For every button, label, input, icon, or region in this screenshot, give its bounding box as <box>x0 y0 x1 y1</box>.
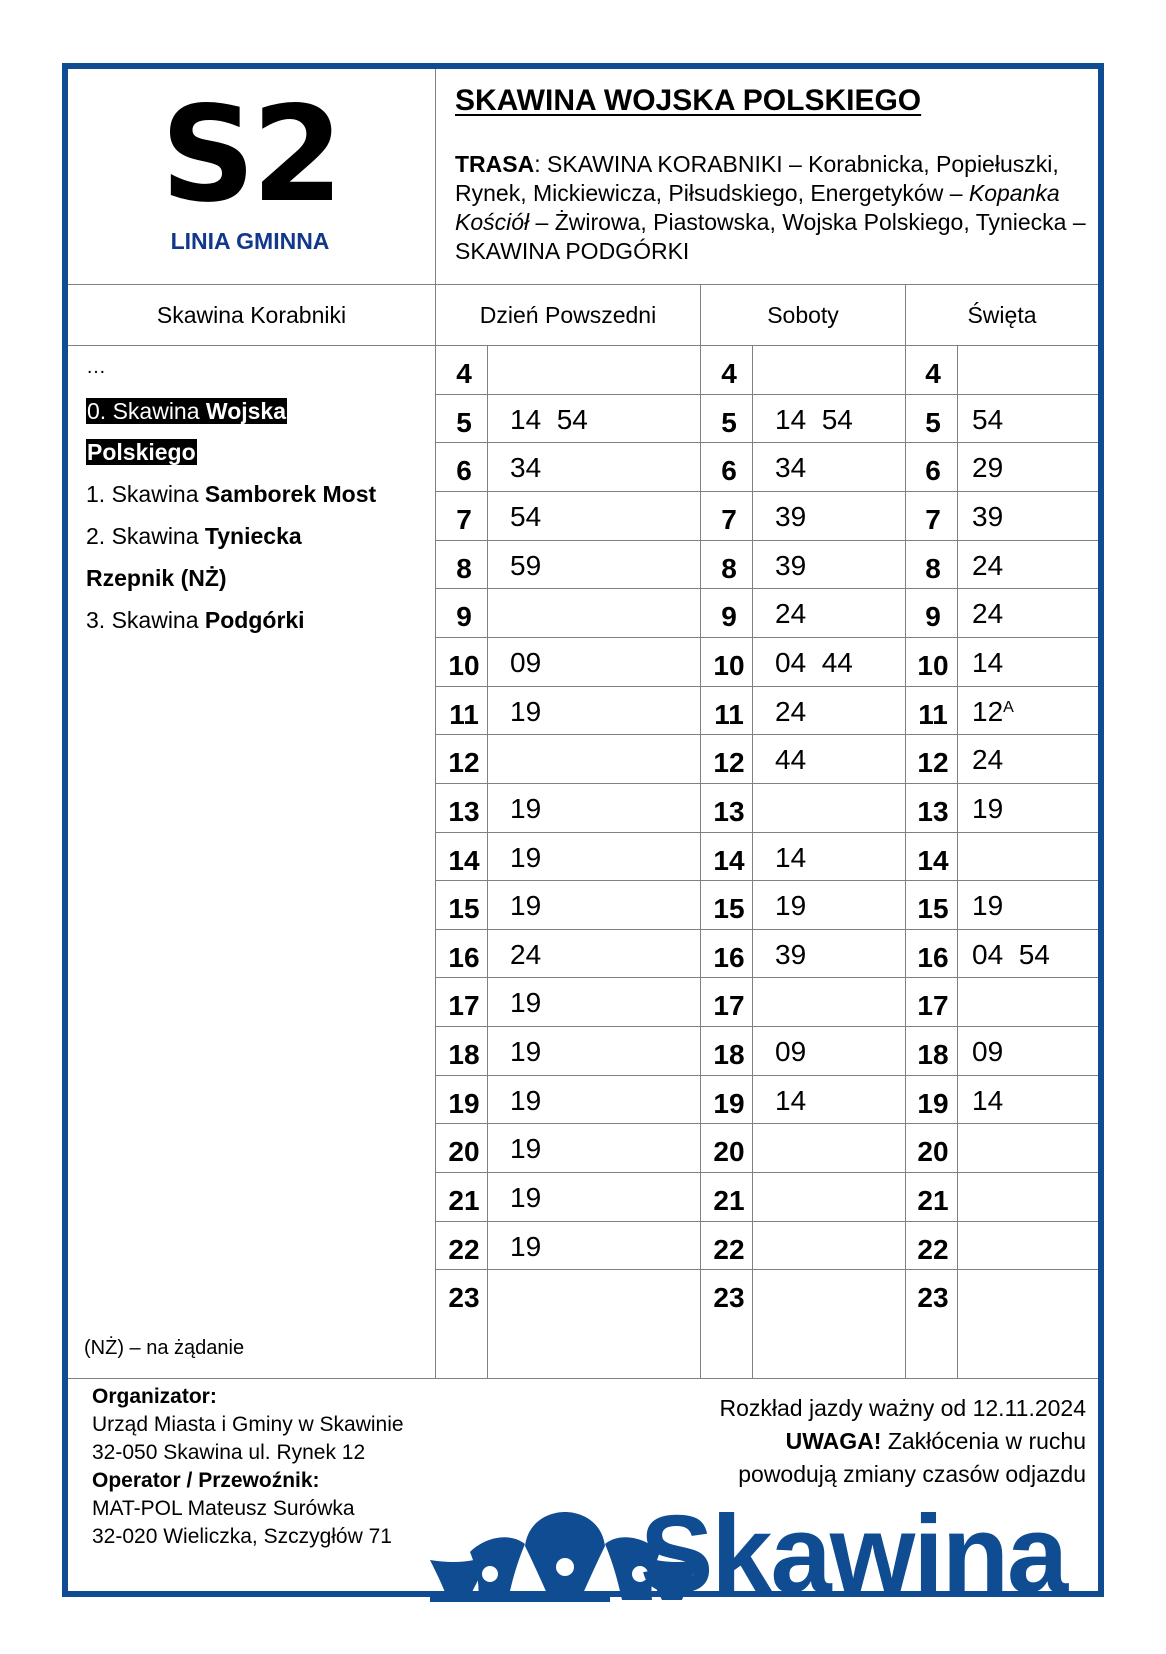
holiday-minutes <box>972 940 1050 970</box>
row-divider <box>436 1221 1098 1222</box>
saturday-minutes-value: 19 <box>775 890 807 922</box>
stop-0-prefix: 0. Skawina <box>87 398 206 424</box>
request-stop-note: (NŻ) – na żądanie <box>84 1337 245 1359</box>
row-divider <box>436 977 1098 978</box>
saturday-hour: 11 <box>714 698 744 730</box>
saturday-hour: 8 <box>721 552 737 584</box>
stop-2-prefix: 2. Skawina <box>86 523 205 549</box>
saturday-minutes <box>775 551 806 581</box>
holiday-minutes <box>972 648 1003 678</box>
saturday-minutes <box>775 891 806 921</box>
weekday-minutes-value: 24 <box>510 938 542 970</box>
saturday-minutes-value: 04 44 <box>775 646 853 678</box>
row-divider <box>436 394 1098 395</box>
saturday-hour: 12 <box>713 747 745 779</box>
holiday-minutes-value: 04 54 <box>972 938 1050 970</box>
weekday-hour: 19 <box>448 1087 480 1119</box>
stop-current-highlight <box>86 398 287 424</box>
saturday-hour: 20 <box>713 1136 745 1168</box>
row-divider <box>436 1172 1098 1173</box>
weekday-minutes <box>510 453 541 483</box>
divider-hour-weekday <box>487 345 488 1379</box>
weekday-minutes <box>510 1086 541 1116</box>
holiday-minutes <box>972 1086 1003 1116</box>
weekday-minutes <box>510 1232 541 1262</box>
row-divider <box>436 442 1098 443</box>
weekday-hour: 21 <box>448 1185 480 1217</box>
weekday-hour: 23 <box>448 1282 480 1314</box>
weekday-minutes <box>510 648 541 678</box>
operator-line-2: 32-020 Wieliczka, Szczygłów 71 <box>92 1525 392 1548</box>
stop-current <box>86 394 287 428</box>
weekday-hour: 18 <box>448 1039 480 1071</box>
weekday-hour: 11 <box>449 698 479 730</box>
weekday-hour: 13 <box>448 795 480 827</box>
weekday-minutes-value: 34 <box>510 452 542 484</box>
saturday-hour: 4 <box>721 358 737 389</box>
holiday-minutes-value: 24 <box>972 549 1004 581</box>
weekday-minutes-value: 19 <box>510 1182 542 1214</box>
operator-label: Operator / Przewoźnik: <box>92 1469 320 1492</box>
weekday-minutes <box>510 988 541 1018</box>
saturday-minutes <box>775 697 806 727</box>
saturday-minutes-value: 24 <box>775 695 807 727</box>
holiday-minutes-value: 19 <box>972 890 1004 922</box>
saturday-hour: 18 <box>713 1039 745 1071</box>
saturday-minutes <box>775 502 806 532</box>
holiday-minutes <box>972 405 1003 435</box>
weekday-hour: 20 <box>448 1136 480 1168</box>
divider-colhead-bottom <box>68 345 1098 346</box>
validity-date: Rozkład jazdy ważny od 12.11.2024 <box>719 1395 1086 1421</box>
stop-2-name-2: Rzepnik (NŻ) <box>86 565 227 591</box>
holiday-hour: 6 <box>925 455 941 487</box>
saturday-hour: 19 <box>713 1087 745 1119</box>
holiday-hour: 18 <box>917 1039 949 1071</box>
weekday-minutes-value: 19 <box>510 890 542 922</box>
row-divider <box>436 832 1098 833</box>
weekday-minutes-value: 19 <box>510 1133 542 1165</box>
holiday-hour: 10 <box>917 649 949 681</box>
weekday-minutes-value: 19 <box>510 695 542 727</box>
saturday-minutes-value: 14 <box>775 841 807 873</box>
saturday-hour: 7 <box>721 503 737 535</box>
saturday-minutes <box>775 745 806 775</box>
warning-label: UWAGA! <box>785 1428 882 1454</box>
row-divider <box>436 588 1098 589</box>
weekday-hour: 16 <box>448 941 480 973</box>
line-number: S2 <box>160 78 340 232</box>
stop-current-highlight-2 <box>86 439 197 465</box>
holiday-minutes-value: 14 <box>972 1084 1004 1116</box>
row-divider <box>436 491 1098 492</box>
line-type: LINIA GMINNA <box>170 228 330 254</box>
saturday-minutes-value: 09 <box>775 1036 807 1068</box>
warning-line <box>719 1425 1086 1458</box>
weekday-minutes-value: 19 <box>510 1036 542 1068</box>
stop-3 <box>86 603 305 637</box>
holiday-minutes-value: 14 <box>972 646 1004 678</box>
weekday-hour: 8 <box>456 552 472 584</box>
saturday-hour: 10 <box>713 649 745 681</box>
stop-2 <box>86 519 302 553</box>
weekday-minutes <box>510 502 541 532</box>
holiday-minutes-value: 12 <box>972 695 1004 727</box>
weekday-minutes <box>510 551 541 581</box>
saturday-minutes <box>775 648 853 678</box>
weekday-hour: 10 <box>448 649 480 681</box>
weekday-hour: 4 <box>456 358 472 389</box>
weekday-hour: 9 <box>456 601 472 633</box>
holiday-minutes <box>972 794 1003 824</box>
holiday-hour: 9 <box>925 601 941 633</box>
weekday-hour: 15 <box>448 893 480 925</box>
divider-hour-holiday <box>957 345 958 1379</box>
saturday-minutes <box>775 405 853 435</box>
stop-0-name-2: Polskiego <box>87 439 196 465</box>
stops-ellipsis: … <box>86 356 106 378</box>
weekday-hour: 6 <box>456 455 472 487</box>
divider-footer-top <box>68 1378 1098 1379</box>
holiday-hour: 17 <box>917 990 949 1022</box>
saturday-minutes-value: 34 <box>775 452 807 484</box>
holiday-minutes <box>972 745 1003 775</box>
saturday-minutes-value: 24 <box>775 598 807 630</box>
divider-header-vertical <box>435 69 436 1379</box>
holiday-hour: 12 <box>917 747 949 779</box>
row-divider <box>436 929 1098 930</box>
stop-3-prefix: 3. Skawina <box>86 607 205 633</box>
saturday-hour: 6 <box>721 455 737 487</box>
divider-hour-saturday <box>752 345 753 1379</box>
organizer-line-2: 32-050 Skawina ul. Rynek 12 <box>92 1441 366 1464</box>
holiday-minutes-value: 24 <box>972 598 1004 630</box>
row-divider <box>436 1026 1098 1027</box>
organizer-line-1: Urząd Miasta i Gminy w Skawinie <box>92 1413 404 1436</box>
weekday-hour: 14 <box>448 844 480 876</box>
organizer-label: Organizator: <box>92 1385 217 1408</box>
weekday-header: Dzień Powszedni <box>479 302 657 328</box>
weekday-hour: 12 <box>448 747 480 779</box>
skawina-wordmark: Skawina <box>640 1493 1067 1616</box>
weekday-minutes-value: 19 <box>510 1084 542 1116</box>
holiday-hour: 19 <box>917 1087 949 1119</box>
weekday-minutes <box>510 843 541 873</box>
holiday-hour: 5 <box>925 406 941 438</box>
saturday-minutes-value: 14 <box>775 1084 807 1116</box>
holiday-minutes <box>972 453 1003 483</box>
validity-block <box>719 1392 1086 1491</box>
stop-current-line2 <box>86 435 197 469</box>
saturday-hour: 22 <box>713 1233 745 1265</box>
holiday-minutes-value: 29 <box>972 452 1004 484</box>
row-divider <box>436 686 1098 687</box>
weekday-minutes-value: 19 <box>510 792 542 824</box>
saturday-minutes-value: 39 <box>775 500 807 532</box>
saturday-minutes <box>775 843 806 873</box>
holiday-hour: 20 <box>917 1136 949 1168</box>
holiday-hour: 14 <box>917 844 949 876</box>
holiday-hour: 22 <box>917 1233 949 1265</box>
weekday-minutes <box>510 891 541 921</box>
holiday-hour: 13 <box>917 795 949 827</box>
route-text-1: : SKAWINA KORABNIKI – Korabnicka, Popiełuszki, Rynek, Mickiewicza, Piłsudskiego, Energetyków – <box>455 151 1059 206</box>
weekday-minutes <box>510 1134 541 1164</box>
saturday-hour: 5 <box>721 406 737 438</box>
weekday-minutes <box>510 940 541 970</box>
weekday-hour: 17 <box>448 990 480 1022</box>
saturday-hour: 14 <box>713 844 745 876</box>
row-divider <box>436 1075 1098 1076</box>
stop-1-name: Samborek Most <box>204 481 377 507</box>
holiday-minutes-value: 24 <box>972 744 1004 776</box>
saturday-hour: 17 <box>713 990 745 1022</box>
saturday-hour: 9 <box>721 601 737 633</box>
holiday-header: Święta <box>967 302 1037 328</box>
saturday-header: Soboty <box>767 302 839 328</box>
row-divider <box>436 734 1098 735</box>
weekday-minutes <box>510 405 588 435</box>
route-description <box>455 150 1095 266</box>
row-divider <box>436 637 1098 638</box>
saturday-minutes <box>775 940 806 970</box>
saturday-hour: 16 <box>713 941 745 973</box>
saturday-hour: 15 <box>713 893 745 925</box>
holiday-hour: 7 <box>925 503 941 535</box>
weekday-hour: 22 <box>448 1233 480 1265</box>
row-divider <box>436 1123 1098 1124</box>
stop-2-line2 <box>86 561 227 595</box>
weekday-minutes-value: 19 <box>510 1230 542 1262</box>
weekday-minutes <box>510 1037 541 1067</box>
weekday-minutes-value: 09 <box>510 646 542 678</box>
saturday-minutes <box>775 1037 806 1067</box>
weekday-minutes-value: 59 <box>510 549 542 581</box>
saturday-minutes <box>775 599 806 629</box>
stop-title: SKAWINA WOJSKA POLSKIEGO <box>455 84 922 117</box>
weekday-minutes-value: 19 <box>510 987 542 1019</box>
row-divider <box>436 540 1098 541</box>
warning-line-2: powodują zmiany czasów odjazdu <box>738 1461 1086 1487</box>
row-divider <box>436 880 1098 881</box>
weekday-minutes <box>510 1183 541 1213</box>
stop-1-prefix: 1. Skawina <box>86 481 205 507</box>
route-label: TRASA <box>455 151 535 177</box>
weekday-minutes-value: 19 <box>510 841 542 873</box>
holiday-footnote-mark: A <box>1003 698 1014 716</box>
weekday-hour: 5 <box>456 406 472 438</box>
organizer-block <box>92 1383 404 1551</box>
warning-text: Zakłócenia w ruchu <box>881 1428 1086 1454</box>
saturday-minutes <box>775 1086 806 1116</box>
holiday-minutes <box>972 551 1003 581</box>
stop-0-name: Wojska <box>205 398 287 424</box>
holiday-minutes <box>972 1037 1003 1067</box>
saturday-minutes-value: 39 <box>775 938 807 970</box>
weekday-minutes <box>510 697 541 727</box>
saturday-hour: 21 <box>713 1185 745 1217</box>
row-divider <box>436 1269 1098 1270</box>
holiday-hour: 11 <box>918 698 948 730</box>
holiday-minutes-value: 09 <box>972 1036 1004 1068</box>
holiday-hour: 4 <box>925 358 941 389</box>
saturday-minutes-value: 14 54 <box>775 403 853 435</box>
saturday-hour: 23 <box>713 1282 745 1314</box>
weekday-minutes-value: 14 54 <box>510 403 588 435</box>
saturday-minutes-value: 39 <box>775 549 807 581</box>
holiday-hour: 8 <box>925 552 941 584</box>
holiday-minutes <box>972 502 1003 532</box>
weekday-minutes-value: 54 <box>510 500 542 532</box>
divider-header-bottom <box>68 284 1098 285</box>
weekday-minutes <box>510 794 541 824</box>
holiday-minutes-value: 54 <box>972 403 1004 435</box>
holiday-minutes-value: 39 <box>972 500 1004 532</box>
saturday-minutes-value: 44 <box>775 744 807 776</box>
holiday-hour: 16 <box>917 941 949 973</box>
holiday-minutes <box>972 697 1014 727</box>
route-text-2: – Żwirowa, Piastowska, Wojska Polskiego, Tyniecka – SKAWINA PODGÓRKI <box>455 209 1086 264</box>
holiday-hour: 21 <box>917 1185 949 1217</box>
direction-header: Skawina Korabniki <box>156 302 347 328</box>
operator-line-1: MAT-POL Mateusz Surówka <box>92 1497 355 1520</box>
row-divider <box>436 783 1098 784</box>
stop-3-name: Podgórki <box>204 607 305 633</box>
holiday-minutes-value: 19 <box>972 792 1004 824</box>
holiday-minutes <box>972 891 1003 921</box>
weekday-hour: 7 <box>456 503 472 535</box>
saturday-minutes <box>775 453 806 483</box>
saturday-hour: 13 <box>713 795 745 827</box>
stop-1 <box>86 477 376 511</box>
holiday-hour: 23 <box>917 1282 949 1314</box>
holiday-hour: 15 <box>917 893 949 925</box>
route-text-italic: Kopanka Kościół <box>455 180 1060 235</box>
stop-2-name: Tyniecka <box>204 523 302 549</box>
holiday-minutes <box>972 599 1003 629</box>
